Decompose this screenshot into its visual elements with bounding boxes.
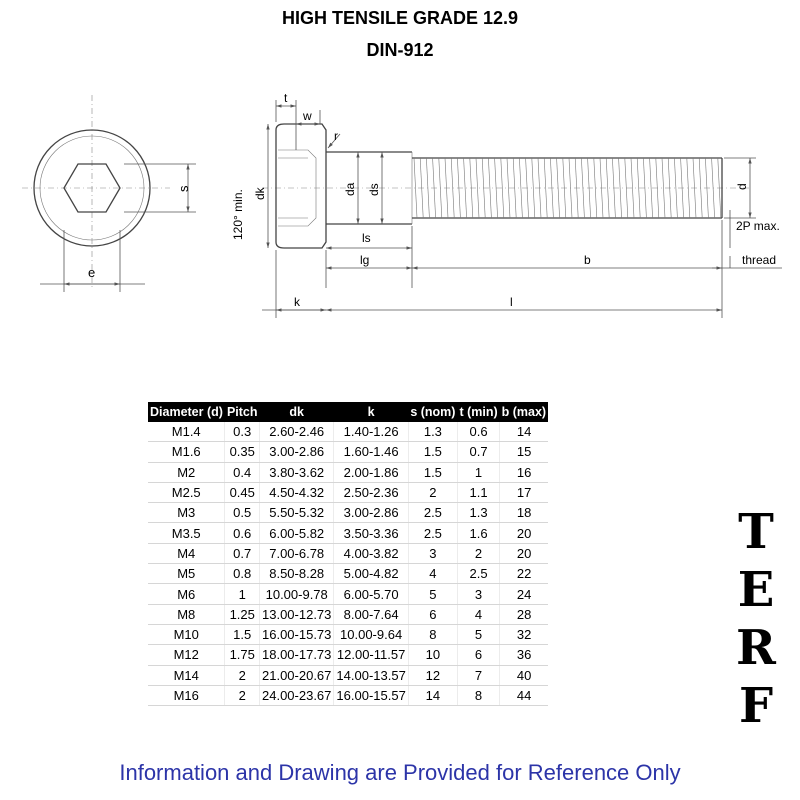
- table-cell: 0.6: [457, 422, 499, 442]
- table-cell: 15: [500, 442, 548, 462]
- table-cell: 1.1: [457, 482, 499, 502]
- table-cell: M6: [148, 584, 225, 604]
- table-cell: 3.80-3.62: [260, 462, 334, 482]
- table-cell: 8.50-8.28: [260, 564, 334, 584]
- table-cell: 32: [500, 624, 548, 644]
- column-header: b (max): [500, 402, 548, 422]
- table-row: [148, 422, 548, 442]
- table-cell: 1.40-1.26: [334, 422, 408, 442]
- table-cell: 5: [408, 584, 457, 604]
- table-cell: 16.00-15.73: [260, 624, 334, 644]
- table-cell: M10: [148, 624, 225, 644]
- label-l: l: [510, 295, 513, 309]
- table-cell: 2: [457, 543, 499, 563]
- table-cell: 2.50-2.36: [334, 482, 408, 502]
- table-cell: 3: [457, 584, 499, 604]
- dimensions: [231, 91, 782, 318]
- table-cell: 0.7: [457, 442, 499, 462]
- label-r: r: [334, 129, 338, 143]
- table-row: [148, 645, 548, 665]
- label-dk: dk: [253, 187, 267, 200]
- label-b: b: [584, 253, 591, 267]
- page-title: HIGH TENSILE GRADE 12.9: [281, 8, 519, 28]
- label-thread: thread: [742, 253, 777, 267]
- table-cell: M4: [148, 543, 225, 563]
- table-cell: M5: [148, 564, 225, 584]
- table-cell: 7.00-6.78: [260, 543, 334, 563]
- table-cell: 0.7: [225, 543, 260, 563]
- table-row: [148, 442, 548, 462]
- table-cell: 6.00-5.70: [334, 584, 408, 604]
- table-cell: 4.00-3.82: [334, 543, 408, 563]
- table-row: [148, 564, 548, 584]
- table-cell: 21.00-20.67: [260, 665, 334, 685]
- table-cell: 12: [408, 665, 457, 685]
- table-cell: 2.5: [408, 523, 457, 543]
- table-cell: 2.5: [408, 503, 457, 523]
- label-2p-max: 2P max.: [736, 219, 780, 233]
- table-cell: 1: [457, 462, 499, 482]
- table-cell: 14: [408, 685, 457, 705]
- table-cell: 14: [500, 422, 548, 442]
- table-cell: 24.00-23.67: [260, 685, 334, 705]
- table-cell: 44: [500, 685, 548, 705]
- table-cell: 2: [408, 482, 457, 502]
- table-body: [148, 422, 548, 706]
- logo-letter: T: [738, 504, 774, 560]
- disclaimer-text: Information and Drawing are Provided for Reference Only: [119, 760, 681, 785]
- table-cell: M2.5: [148, 482, 225, 502]
- table-cell: 3.00-2.86: [260, 442, 334, 462]
- page-subtitle: DIN-912: [366, 40, 434, 60]
- table-cell: 1.5: [408, 462, 457, 482]
- table-cell: 0.35: [225, 442, 260, 462]
- table-cell: 1.5: [408, 442, 457, 462]
- table-cell: 3.50-3.36: [334, 523, 408, 543]
- table-cell: 3.00-2.86: [334, 503, 408, 523]
- table-cell: 2: [225, 665, 260, 685]
- table-cell: 5.50-5.32: [260, 503, 334, 523]
- table-cell: M16: [148, 685, 225, 705]
- table-row: [148, 665, 548, 685]
- table-cell: 4: [408, 564, 457, 584]
- table-cell: 24: [500, 584, 548, 604]
- table-cell: 18: [500, 503, 548, 523]
- table-cell: 10.00-9.64: [334, 624, 408, 644]
- table-cell: 2.60-2.46: [260, 422, 334, 442]
- table-cell: 10.00-9.78: [260, 584, 334, 604]
- table-row: [148, 685, 548, 705]
- label-e: e: [88, 265, 96, 280]
- label-d: d: [735, 183, 749, 190]
- table-cell: 1.5: [225, 624, 260, 644]
- table-cell: 16: [500, 462, 548, 482]
- table-cell: M2: [148, 462, 225, 482]
- table-cell: M8: [148, 604, 225, 624]
- table-cell: 6: [408, 604, 457, 624]
- column-header: Pitch: [225, 402, 260, 422]
- table-cell: 22: [500, 564, 548, 584]
- column-header: dk: [260, 402, 334, 422]
- table-cell: 2.00-1.86: [334, 462, 408, 482]
- table-cell: 1.25: [225, 604, 260, 624]
- table-row: [148, 624, 548, 644]
- table-cell: 1.3: [408, 422, 457, 442]
- logo-letter: E: [737, 562, 775, 618]
- column-header: Diameter (d): [148, 402, 225, 422]
- bolt-technical-drawing: [0, 80, 800, 330]
- label-da: da: [343, 182, 357, 196]
- table-cell: M1.6: [148, 442, 225, 462]
- label-lg: lg: [360, 253, 370, 267]
- label-angle: 120° min.: [231, 189, 245, 240]
- table-cell: 0.5: [225, 503, 260, 523]
- table-cell: 8: [408, 624, 457, 644]
- logo-letter: F: [738, 678, 774, 734]
- table-cell: 8: [457, 685, 499, 705]
- label-s: s: [176, 185, 191, 192]
- table-cell: 18.00-17.73: [260, 645, 334, 665]
- table-cell: 17: [500, 482, 548, 502]
- head-end-view: [22, 95, 196, 292]
- table-cell: 5: [457, 624, 499, 644]
- column-header: t (min): [457, 402, 499, 422]
- table-cell: 20: [500, 543, 548, 563]
- table-cell: 1.6: [457, 523, 499, 543]
- table-cell: 1.3: [457, 503, 499, 523]
- column-header: s (nom): [408, 402, 457, 422]
- label-ls: ls: [362, 231, 371, 245]
- table-cell: 12.00-11.57: [334, 645, 408, 665]
- table-row: [148, 482, 548, 502]
- table-cell: 0.3: [225, 422, 260, 442]
- table-row: [148, 462, 548, 482]
- table-cell: 7: [457, 665, 499, 685]
- table-cell: 36: [500, 645, 548, 665]
- column-header: k: [334, 402, 408, 422]
- table-cell: 28: [500, 604, 548, 624]
- table-cell: M3.5: [148, 523, 225, 543]
- table-cell: 1: [225, 584, 260, 604]
- label-t: t: [284, 91, 288, 105]
- table-row: [148, 584, 548, 604]
- table-cell: M1.4: [148, 422, 225, 442]
- table-cell: 6.00-5.82: [260, 523, 334, 543]
- table-cell: 6: [457, 645, 499, 665]
- table-cell: 0.45: [225, 482, 260, 502]
- table-row: [148, 503, 548, 523]
- table-cell: M14: [148, 665, 225, 685]
- table-cell: 13.00-12.73: [260, 604, 334, 624]
- table-row: [148, 543, 548, 563]
- table-cell: 2: [225, 685, 260, 705]
- table-cell: 8.00-7.64: [334, 604, 408, 624]
- logo-letter: R: [736, 620, 776, 676]
- table-row: [148, 604, 548, 624]
- table-cell: 14.00-13.57: [334, 665, 408, 685]
- table-cell: 2.5: [457, 564, 499, 584]
- table-cell: 1.75: [225, 645, 260, 665]
- label-k: k: [294, 295, 300, 309]
- table-cell: 0.8: [225, 564, 260, 584]
- table-cell: 4: [457, 604, 499, 624]
- table-cell: 16.00-15.57: [334, 685, 408, 705]
- table-cell: 20: [500, 523, 548, 543]
- table-cell: 5.00-4.82: [334, 564, 408, 584]
- table-cell: 0.6: [225, 523, 260, 543]
- table-header-row: [148, 402, 548, 422]
- table-cell: 10: [408, 645, 457, 665]
- table-cell: 4.50-4.32: [260, 482, 334, 502]
- table-row: [148, 523, 548, 543]
- table-cell: 1.60-1.46: [334, 442, 408, 462]
- label-ds: ds: [367, 183, 381, 196]
- table-cell: 0.4: [225, 462, 260, 482]
- table-cell: M12: [148, 645, 225, 665]
- table-cell: 3: [408, 543, 457, 563]
- dimensions-table: [148, 402, 548, 706]
- table-cell: M3: [148, 503, 225, 523]
- label-w: w: [303, 109, 312, 123]
- table-cell: 40: [500, 665, 548, 685]
